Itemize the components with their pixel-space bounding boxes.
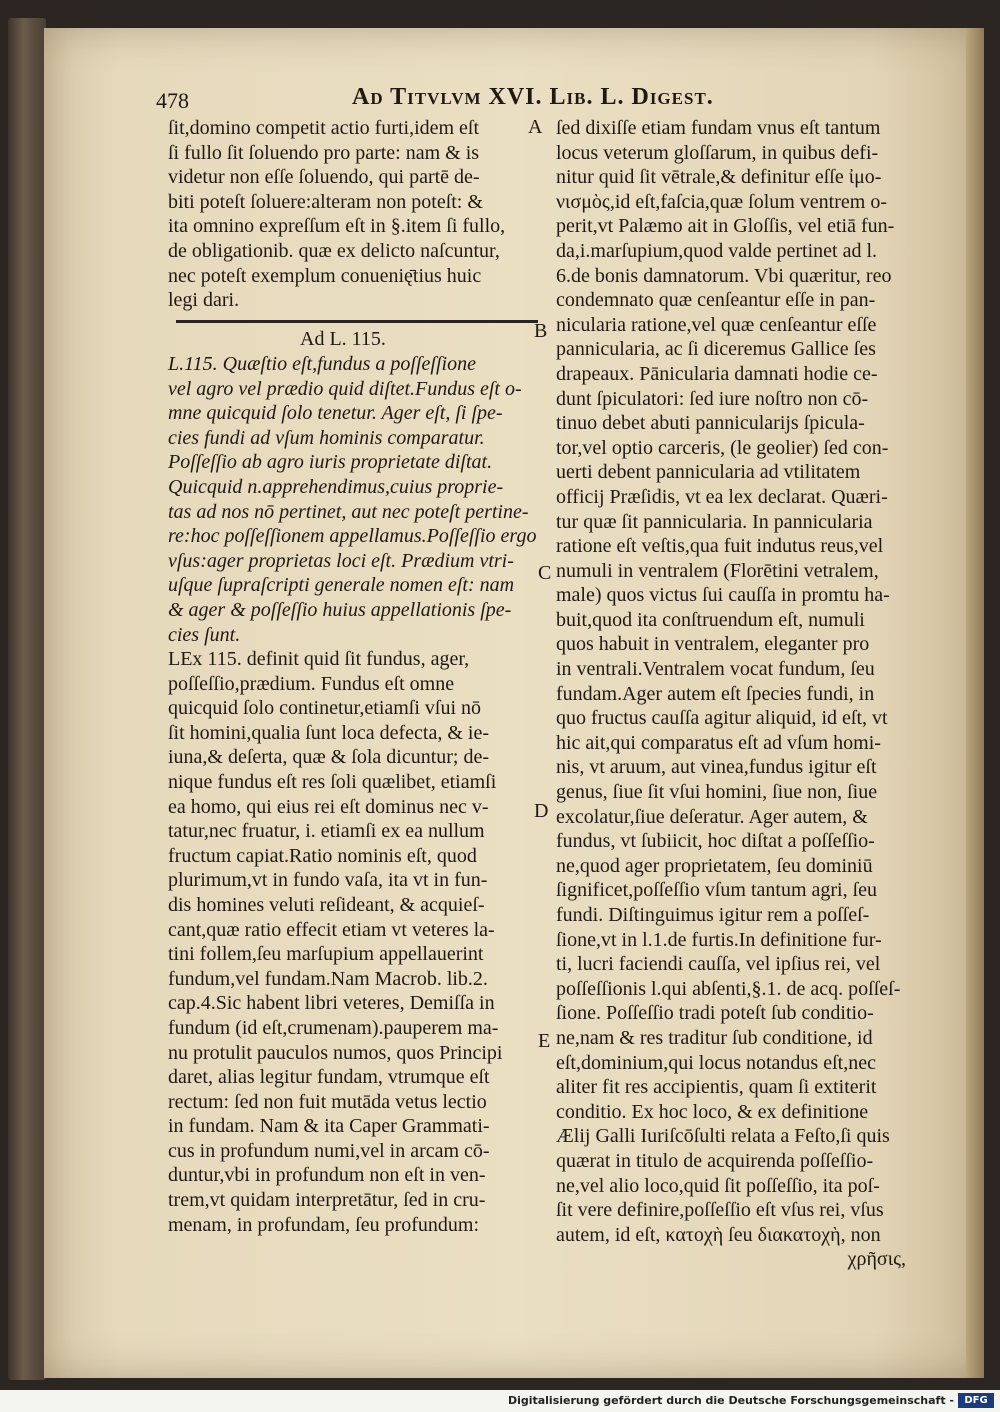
text-line: nitur quid ſit vētrale,& definitur eſſe ἰμο- — [556, 166, 882, 189]
left-column-top — [168, 116, 528, 313]
text-line: da,i.marſupium,quod valde pertinet ad l. — [556, 239, 878, 262]
text-line: officij Præſidis, vt ea lex declarat. Quæri- — [556, 485, 888, 508]
book-cover-edge — [8, 18, 46, 1380]
running-title: Ad Titvlvm XVI. Lib. L. Digest. — [352, 84, 714, 110]
text-line: fundus, vt ſubiicit, hoc diſtat a poſſeſſio- — [556, 830, 875, 853]
text-line: conditio. Ex hoc loco, & ex definitione — [556, 1100, 869, 1123]
page-number: 478 — [156, 88, 189, 113]
text-line: male) quos victus ſui cauſſa in promtu ha- — [556, 584, 890, 607]
text-line: ne,quod ager proprietatem, ſeu dominiū — [556, 854, 873, 877]
left-column-law-text — [168, 352, 537, 647]
text-line: quo fructus cauſſa agitur aliquid, id eſt, vt — [556, 707, 888, 730]
text-line: in ventrali.Ventralem vocat fundum, ſeu — [556, 658, 875, 681]
text-line: plurimum,vt in fundo vaſa, ita vt in fun- — [168, 869, 488, 892]
right-column — [556, 116, 916, 1272]
section-rule — [176, 320, 538, 323]
text-line: fundam.Ager autem eſt ſpecies fundi, in — [556, 682, 875, 705]
text-line: eſt,dominium,qui locus notandus eſt,nec — [556, 1051, 876, 1074]
text-line: L.115. Quæſtio eſt,fundus a poſſeſſione — [168, 353, 476, 375]
text-line: ſed dixiſſe etiam fundam vnus eſt tantum — [556, 117, 881, 139]
text-line: ne,vel alio loco,quid ſit poſſeſſio, ita poſ- — [556, 1174, 880, 1197]
text-line: biti poteſt ſoluere:alteram non poteſt: & — [168, 190, 483, 213]
text-line: ratione eſt veſtis,qua fuit indutus reus,vel — [556, 535, 884, 558]
text-line: buit,quod ita conſtruendum eſt, numuli — [556, 608, 865, 631]
text-line: tur quæ ſit pannicularia. In pannicularia — [556, 510, 873, 533]
text-line: fructum capiat.Ratio nominis eſt, quod — [168, 844, 477, 867]
text-line: ea homo, qui eius rei eſt dominus nec v- — [168, 795, 489, 818]
text-line: tatur,nec fruatur, i. etiamſi ex ea nullum — [168, 820, 485, 843]
text-line: iuna,& deſerta, quæ & ſola dicuntur; de- — [168, 746, 490, 769]
text-line: re:hoc poſſeſſionem appellamus.Poſſeſſio ergo — [168, 525, 537, 548]
text-line: nec poteſt exemplum conuenię̄tius huic — [168, 264, 482, 287]
text-line: ſione,vt in l.1.de furtis.In definitione fur- — [556, 928, 882, 951]
text-line: daret, alias legitur fundam, vtrumque eſt — [168, 1066, 490, 1089]
text-line: ſione. Poſſeſſio tradi poteſt ſub conditio- — [556, 1002, 874, 1025]
text-line: dis homines veluti reſideant, & acquieſ- — [168, 893, 485, 916]
text-line: tinuo debet abuti pannicularijs ſpicula- — [556, 412, 865, 435]
text-line: poſſeſſionis l.qui abſenti,§.1. de acq. poſſeſ- — [556, 977, 901, 1000]
text-line: menam, in profundam, ſeu profundum: — [168, 1213, 480, 1236]
text-line: ita omnino expreſſum eſt in §.item ſi fullo, — [168, 215, 506, 238]
text-line: uerti debent pannicularia ad vtilitatem — [556, 461, 861, 484]
margin-letter-b: B — [534, 320, 548, 342]
text-line: ſit,domino competit actio furti,idem eſt — [168, 117, 480, 139]
text-line: drapeaux. Pānicularia damnati hodie ce- — [556, 362, 878, 385]
text-line: nis, vt aruum, aut vinea,fundus igitur eſt — [556, 756, 877, 779]
text-line: LEx 115. definit quid ſit fundus, ager, — [168, 648, 470, 670]
text-line: tas ad nos nō pertinet, aut nec poteſt pertine- — [168, 500, 529, 523]
text-line: tini follem,ſeu marſupium appellauerint — [168, 943, 484, 966]
text-line: ſi fullo ſit ſoluendo pro parte: nam & is — [168, 141, 480, 164]
text-line: poſſeſſio,prædium. Fundus eſt omne — [168, 672, 455, 695]
text-line: ne,nam & res traditur ſub conditione, id — [556, 1026, 873, 1049]
text-line: Quicquid n.apprehendimus,cuius proprie- — [168, 475, 504, 498]
margin-letter-c: C — [538, 562, 552, 584]
text-line: mne quicquid ſolo tenetur. Ager eſt, ſi ſpe- — [168, 402, 503, 425]
text-line: Poſſeſſio ab agro iuris proprietate diſtat. — [168, 451, 493, 474]
text-line: vel agro vel prædio quid diſtet.Fundus eſt o- — [168, 377, 522, 400]
text-line: videtur non eſſe ſoluendo, qui partē de- — [168, 166, 480, 189]
text-line: νισμὸς,id eſt,faſcia,quæ ſolum ventrem o- — [556, 190, 887, 213]
text-line: aliter fit res accipientis, quam ſi extiterit — [556, 1076, 877, 1099]
text-line: fundum (id eſt,crumenam).pauperem ma- — [168, 1016, 499, 1039]
text-line: cus in profundum numi,vel in arcam cō- — [168, 1139, 490, 1162]
left-column-commentary — [168, 647, 528, 1237]
text-line: trem,vt quidam interpretātur, ſed in cru- — [168, 1189, 486, 1212]
text-line: hic ait,qui comparatus eſt ad vſum homi- — [556, 731, 881, 754]
funding-credit: Digitalisierung gefördert durch die Deutsche Forschungsgemeinschaft - — [507, 1394, 954, 1407]
text-line: fundi. Diſtinguimus igitur rem a poſſeſ- — [556, 904, 870, 926]
text-line: ti, lucri faciendi cauſſa, vel ipſius rei, vel — [556, 953, 881, 976]
margin-letter-a: A — [528, 116, 543, 138]
text-line: autem, id eſt, κατοχὴ ſeu διακατοχὴ, non — [556, 1223, 881, 1246]
text-line: perit,vt Palæmo ait in Gloſſis, vel etiā fun- — [556, 215, 895, 238]
text-line: uſque ſupraſcripti generale nomen eſt: nam — [168, 574, 515, 597]
text-line: quicquid ſolo continetur,etiamſi vſui nō — [168, 697, 482, 720]
text-line: quos habuit in ventralem, eleganter pro — [556, 633, 870, 656]
text-line: & ager & poſſeſſio huius appellationis ſpe- — [168, 598, 512, 621]
text-line: vſus:ager proprietas loci eſt. Prædium vtri- — [168, 549, 514, 572]
margin-letter-e: E — [538, 1030, 551, 1052]
text-line: nu protulit pauculos numos, quos Principi — [168, 1041, 503, 1064]
text-line: cap.4.Sic habent libri veteres, Demiſſa in — [168, 992, 495, 1015]
page-edge — [966, 28, 984, 1378]
text-line: ſit vere definire,poſſeſſio eſt vſus rei, vſus — [556, 1199, 884, 1222]
text-line: cant,quæ ratio effecit etiam vt veteres la- — [168, 918, 495, 941]
text-line: tor,vel optio carceris, (le geolier) ſed con- — [556, 436, 889, 459]
text-line: ſit homini,qualia ſunt loca defecta, & ie- — [168, 721, 490, 744]
text-line: de obligationib. quæ ex delicto naſcuntur, — [168, 239, 500, 262]
text-line: ſignificet,poſſeſſio vſum tantum agri, ſeu — [556, 879, 878, 902]
text-line: numuli in ventralem (Florētini vetralem, — [556, 559, 879, 582]
text-line: nique fundus eſt res ſoli quælibet, etiamſi — [168, 770, 497, 793]
text-line: nicularia ratione,vel quæ cenſeantur eſſe — [556, 313, 877, 336]
text-line: 6.de bonis damnatorum. Vbi quæritur, reo — [556, 264, 892, 287]
text-line: condemnato quæ cenſeantur eſſe in pan- — [556, 289, 876, 312]
catchword: χρῆσις, — [847, 1248, 906, 1271]
text-line: legi dari. — [168, 289, 240, 312]
text-line: rectum: ſed non fuit mutāda vetus lectio — [168, 1090, 487, 1113]
text-line: cies fundi ad vſum hominis comparatur. — [168, 426, 485, 449]
text-line: dunt ſpiculatori: ſed iure noſtro non cō- — [556, 387, 869, 410]
text-line: in fundam. Nam & ita Caper Grammati- — [168, 1115, 490, 1138]
text-line: quærat in titulo de acquirenda poſſeſſio- — [556, 1149, 874, 1172]
margin-letter-d: D — [534, 800, 549, 822]
section-heading: Ad L. 115. — [300, 328, 386, 350]
text-line: cies ſunt. — [168, 623, 241, 646]
text-line: excolatur,ſiue deſeratur. Ager autem, & — [556, 805, 868, 828]
text-line: Ælij Galli Iuriſcōſulti relata a Feſto,ſi quis — [556, 1125, 890, 1148]
dfg-logo: DFG — [958, 1393, 994, 1408]
text-line: pannicularia, ac ſi diceremus Gallice ſes — [556, 338, 876, 361]
text-line: genus, ſiue ſit vſui homini, ſiue non, ſiue — [556, 781, 878, 804]
text-line: duntur,vbi in profundum non eſt in ven- — [168, 1164, 486, 1187]
text-line: locus veterum gloſſarum, in quibus defi- — [556, 141, 879, 164]
text-line: fundum,vel fundam.Nam Macrob. lib.2. — [168, 967, 488, 990]
